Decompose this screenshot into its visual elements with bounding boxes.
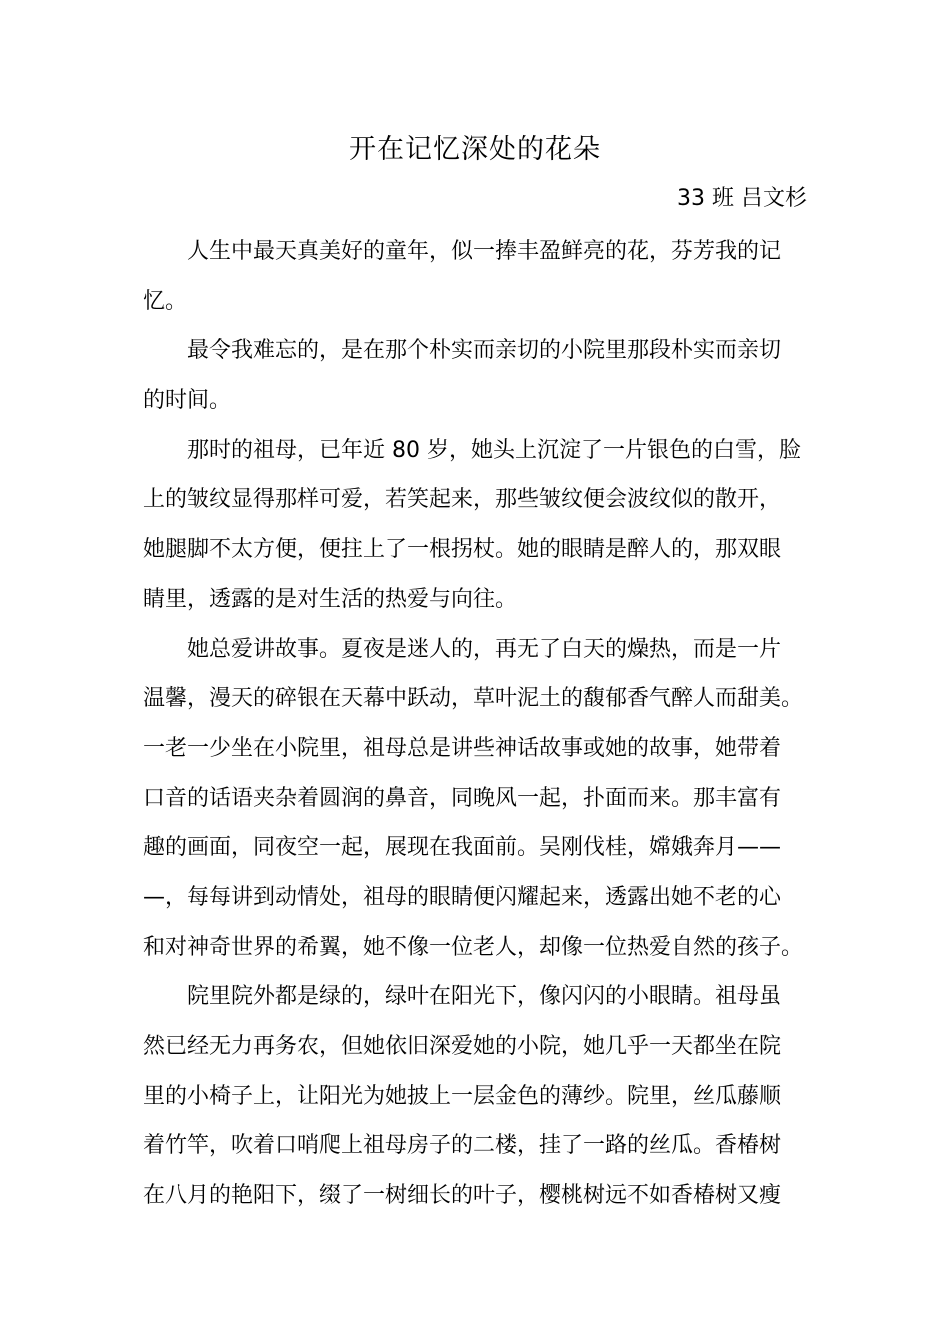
- body-line: 着竹竿，吹着口哨爬上祖母房子的二楼，挂了一路的丝瓜。香椿树: [143, 1133, 782, 1159]
- body-line: 的时间。: [143, 388, 232, 414]
- body-line: 一老一少坐在小院里，祖母总是讲些神话故事或她的故事，她带着: [143, 735, 782, 761]
- body-line: 和对神奇世界的希翼，她不像一位老人，却像一位热爱自然的孩子。: [143, 934, 804, 960]
- body-line: 然已经无力再务农，但她依旧深爱她的小院，她几乎一天都坐在院: [143, 1034, 782, 1059]
- body-line: 院里院外都是绿的，绿叶在阳光下，像闪闪的小眼睛。祖母虽: [187, 984, 782, 1010]
- body-line: 她腿脚不太方便，便拄上了一根拐杖。她的眼睛是醉人的，那双眼: [143, 537, 782, 563]
- body-line: 在八月的艳阳下，缀了一树细长的叶子，樱桃树远不如香椿树又瘦: [143, 1183, 782, 1209]
- body-line: 口音的话语夹杂着圆润的鼻音，同晚风一起，扑面而来。那丰富有: [143, 785, 782, 811]
- body-line: —，每每讲到动情处，祖母的眼睛便闪耀起来，透露出她不老的心: [143, 884, 782, 910]
- body-line: 那时的祖母，已年近 80 岁，她头上沉淀了一片银色的白雪，脸: [187, 437, 801, 463]
- body-line: 里的小椅子上，让阳光为她披上一层金色的薄纱。院里，丝瓜藤顺: [143, 1083, 782, 1109]
- body-line: 上的皱纹显得那样可爱，若笑起来，那些皱纹便会波纹似的散开，: [143, 487, 782, 513]
- body-line: 温馨，漫天的碎银在天幕中跃动，草叶泥土的馥郁香气醉人而甜美。: [143, 686, 804, 712]
- body-line: 她总爱讲故事。夏夜是迷人的，再无了白天的燥热，而是一片: [187, 636, 782, 662]
- body-line: 睛里，透露的是对生活的热爱与向往。: [143, 586, 518, 612]
- body-line: 忆。: [143, 288, 188, 314]
- document-body: [143, 227, 807, 1221]
- body-line: 最令我难忘的，是在那个朴实而亲切的小院里那段朴实而亲切: [187, 338, 782, 364]
- document-title: 开在记忆深处的花朵: [349, 134, 601, 165]
- document-author: 33 班 吕文杉: [677, 186, 807, 211]
- body-line: 人生中最天真美好的童年，似一捧丰盈鲜亮的花，芬芳我的记: [187, 239, 782, 264]
- body-line: 趣的画面，同夜空一起，展现在我面前。吴刚伐桂，嫦娥奔月——: [143, 835, 782, 861]
